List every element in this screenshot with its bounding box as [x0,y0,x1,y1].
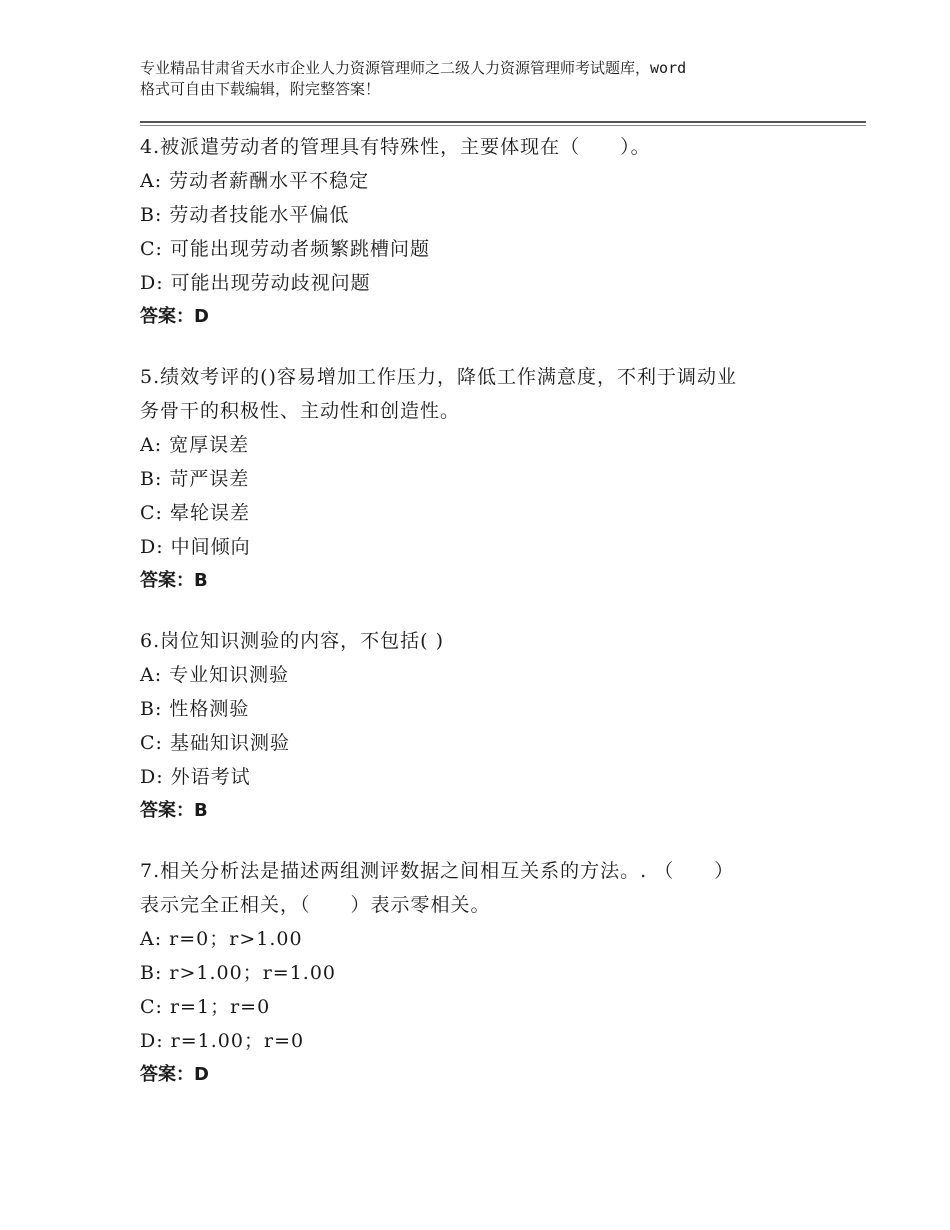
option-a: A: r=0；r>1.00 [140,928,303,950]
answer-label: 答案：D [140,1064,209,1085]
option-c: C: 晕轮误差 [140,502,250,524]
option-d: D: 中间倾向 [140,536,251,558]
question-stem: 5.绩效考评的()容易增加工作压力，降低工作满意度，不利于调动业 [140,366,737,388]
option-b: B: 劳动者技能水平偏低 [140,204,350,226]
option-d: D: r=1.00；r=0 [140,1030,305,1052]
option-a: A: 宽厚误差 [140,434,250,456]
question-stem: 4.被派遣劳动者的管理具有特殊性，主要体现在（ ）。 [140,136,651,158]
question-stem-continued: 表示完全正相关，（ ）表示零相关。 [140,894,491,916]
answer-label: 答案：B [140,800,208,821]
question-stem: 7.相关分析法是描述两组测评数据之间相互关系的方法。. （ ） [140,860,735,882]
option-d: D: 可能出现劳动歧视问题 [140,272,371,294]
option-c: C: 可能出现劳动者频繁跳槽问题 [140,238,430,260]
option-a: A: 劳动者薪酬水平不稳定 [140,170,370,192]
header-divider [140,121,866,123]
answer-label: 答案：D [140,306,209,327]
question-stem-continued: 务骨干的积极性、主动性和创造性。 [140,400,461,422]
header-divider-thin [140,125,866,126]
question-6 [140,624,840,828]
option-a: A: 专业知识测验 [140,664,290,686]
option-c: C: 基础知识测验 [140,732,290,754]
answer-label: 答案：B [140,570,208,591]
option-d: D: 外语考试 [140,766,251,788]
option-b: B: 性格测验 [140,698,250,720]
document-header [140,58,830,100]
option-b: B: r>1.00；r=1.00 [140,962,337,984]
header-line-1: 专业精品甘肃省天水市企业人力资源管理师之二级人力资源管理师考试题库，word [140,59,687,77]
header-line-2: 格式可自由下载编辑，附完整答案！ [140,80,381,98]
option-c: C: r=1；r=0 [140,996,271,1018]
question-list [140,130,840,1118]
question-5 [140,360,840,598]
option-b: B: 苛严误差 [140,468,250,490]
question-stem: 6.岗位知识测验的内容，不包括( ) [140,630,444,652]
question-7 [140,854,840,1092]
question-4 [140,130,840,334]
